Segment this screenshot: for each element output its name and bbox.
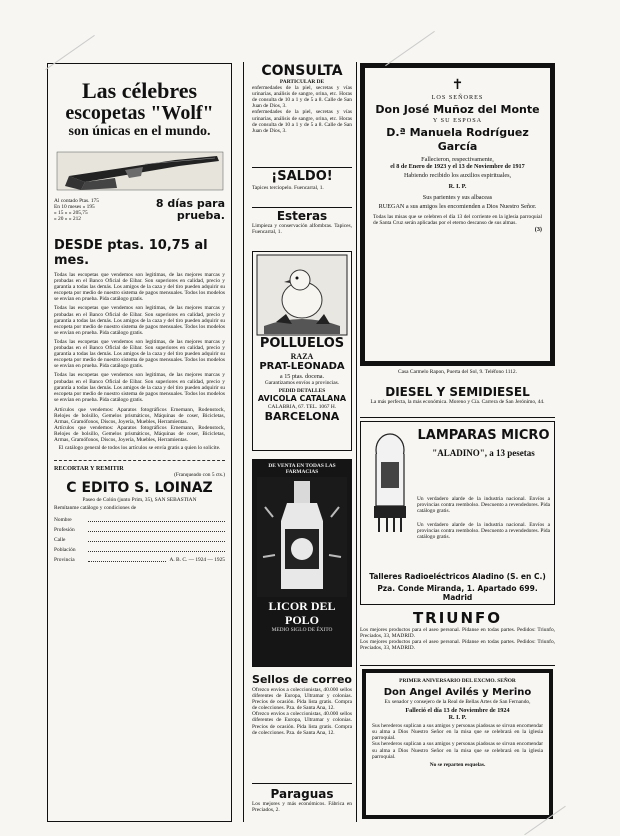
polluelos-guarantee: Garantizamos envíos a provincias. [264,380,340,386]
memorial-end-mark: (3) [534,226,542,234]
diesel-ad [360,385,555,418]
street-field[interactable] [88,534,225,542]
polluelos-ad [252,251,352,451]
paraguas-text: Los mejores y más económicos. Fábrica en Preciados, 2. [252,801,352,814]
cross-icon: ✝ [451,78,464,93]
price-line: » 15 » » 205,75 [54,210,88,217]
bottle-illustration [257,477,347,597]
saldo-ad [252,169,352,208]
triunfo-text: Los mejores productos para el aseo personal. Pídanse en todas partes. Pedidos: Triunfo, Preciados, 33, MADRID. [360,627,555,640]
catalog-note: El catálogo general de todos los artículos se envía gratis a quien lo solicite. [58,445,221,452]
sellos-text: Ofrezco envíos a coleccionistas, 40.000 sellos diferentes de Europa, Ultramar y colonias. Precios de ocasión. Pida lista gratis. Compra de colecciones. Pza. de Santa Ana, 12. [252,687,352,712]
consulta-title: CONSULTA [261,63,343,79]
form-label: Nombre [54,516,72,523]
diesel-text: La más perfecta, la más económica. Moreno y Cía. Carrera de San Jerónimo, 44. [370,399,545,405]
consulta-sub: PARTICULAR DE [279,79,325,85]
triunfo-text-cont: Los mejores productos para el aseo personal. Pídanse en todas partes. Pedidos: Triunfo, Preciados, 33, MADRID. [360,639,555,652]
sellos-text-cont: Ofrezco envíos a coleccionistas, 40.000 sellos diferentes de Europa, Ultramar y colonias. Precios de ocasión. Pida lista gratis. Compra de colecciones. Pza. de Santa Ana, 12. [252,711,352,736]
aniv-text: Ex senador y consejero de la Real de Bellas Artes de San Fernando, [384,699,531,706]
column-rule-right [356,62,357,822]
articles-list-cont: Artículos que vendemos: Aparatos fotográficos Ernemann, Rodenstock, Relojes de bolsillo, Gemelos prismáticos, Máquinas de coser, Bicicletas, Armas, Gramófonos, Discos, Joyería, Muebles, Herramientas. [54,425,225,444]
watermark-mark [385,31,435,66]
memorial-name-1: Don José Muñoz del Monte [375,103,540,116]
coupon-cut-line [54,460,225,461]
order-coupon[interactable] [54,465,225,563]
name-field[interactable] [88,514,225,522]
memorial-dates: el 8 de Enero de 1923 y el 13 de Noviembre de 1917 [390,163,525,170]
profession-field[interactable] [88,524,225,532]
licor-polo-ad [252,459,352,667]
coupon-form[interactable] [54,513,225,563]
form-label: Provincia [54,556,75,563]
aniv-heading: PRIMER ANIVERSARIO DEL EXCMO. SEÑOR [399,678,516,684]
lamparas-ad [360,421,555,605]
wolf-title-2: escopetas "Wolf" [65,102,214,124]
form-label: Profesión [54,526,75,533]
price-line: En 10 meses » 195 [54,204,95,211]
aniv-name: Don Angel Avilés y Merino [383,687,532,699]
column-rule-left [243,62,244,822]
memorial-heading: LOS SEÑORES [431,94,484,101]
sellos-title: Sellos de correo [252,673,352,686]
footer-code: A. B. C. — 1924 — 1925 [169,556,225,563]
company-address: Paseo de Colón (junto Prim, 35), SAN SEBASTIAN [82,496,197,503]
lamparas-text: Un verdadero alarde de la industria nacional. Envíos a provincias contra reembolso. Descuento a revendedores. Pida catálogo gratis. [417,496,550,515]
wolf-body-text-cont3: Todas las escopetas que vendemos son legitimas, de las mejores marcas y probadas en el Banco Oficial de Eibar. Son superiores en calidad, precio y garantía a todas las demás. Los amigos de la caza y del tiro pueden adquirir su escopeta por medio de nuestro sistema de pagos mensuales. Todos los modelos se envían en prueba. Pida catálogo gratis. [54,372,225,403]
aniv-footer: No se reparten esquelas. [429,761,486,768]
paraguas-title: Paraguas [270,787,334,801]
esteras-ad [252,209,352,249]
aniv-rip: R. I. P. [448,714,467,722]
licor-name: LICOR DEL POLO [268,599,336,628]
esquela-memorial [360,63,555,366]
polluelos-details: PEDID DETALLES [278,388,326,395]
price-line: Al contado Ptas. 175 [54,198,99,204]
form-label: Población [54,546,76,553]
province-field[interactable] [88,554,166,562]
aniv-body: Sus herederos suplican a sus amigos y personas piadosas se sirvan encomendar su alma a Dios Nuestro Señor en la misa que se celebrará en la iglesia parroquial. [372,723,543,742]
memorial-masses: Todas las misas que se celebren el día 13 del corriente en la iglesia parroquial de Santa Cruz serán aplicadas por el eterno descanso de sus almas. [373,214,542,227]
coupon-header: RECORTAR Y REMITIR [54,464,124,472]
price-line: » 20 » » 212 [54,216,81,223]
paraguas-ad [252,787,352,822]
wolf-body-text-cont2: Todas las escopetas que vendemos son legitimas, de las mejores marcas y probadas en el Banco Oficial de Eibar. Son superiores en calidad, precio y garantía a todas las demás. Los amigos de la caza y del tiro pueden adquirir su escopeta por medio de nuestro sistema de pagos mensuales. Todos los modelos se envían en prueba. Pida catálogo gratis. [54,338,225,370]
wolf-title-1: Las célebres [81,78,198,103]
avicola-city: BARCELONA [264,410,340,424]
talleres-name: Talleres Radioeléctricos Aladino (S. en C.) [369,572,546,581]
triunfo-title: TRIUNFO [412,609,503,627]
lamparas-brand: "ALADINO", a 13 pesetas [432,448,535,458]
lamparas-text-cont: Un verdadero alarde de la industria nacional. Envíos a provincias contra reembolso. Descuento a revendedores. Pida catálogo gratis. [417,522,550,541]
avicola-address: CALABRIA, 67. TEL. 1067 H. [267,404,337,411]
memorial-death-line: Fallecieron, respectivamente, [421,156,494,163]
memorial-connector: Y SU ESPOSA [432,117,483,124]
wolf-body-text-cont: Todas las escopetas que vendemos son legitimas, de las mejores marcas y probadas en el Banco Oficial de Eibar. Son superiores en calidad, precio y garantía a todas las demás. Los amigos de la caza y del tiro pueden adquirir su escopeta por medio de nuestro sistema de pagos mensuales. Todos los modelos se envían en prueba. Pida catálogo gratis. [54,305,225,336]
memorial-rip: R. I. P. [448,183,467,190]
consulta-text-cont: enfermedades de la piel, secretas y vías urinarias, análisis de sangre, orina, etc. Horas de consulta de 10 a 1 y de 5 a 8. Calle de San Juan de Dios, 3. [252,109,352,134]
lamparas-title: LAMPARAS MICRO [417,428,550,443]
aniversario-notice [362,669,553,819]
trial-days: 8 días para prueba. [155,197,225,222]
esteras-title: Esteras [276,209,328,223]
coupon-sub: (Franqueado con 5 cts.) [174,471,225,478]
wolf-body-text: Todas las escopetas que vendemos son legitimas, de las mejores marcas y probadas en el Banco Oficial de Eibar. Son superiores en calidad, precio y garantía a todas las demás. Los amigos de la caza y del tiro pueden adquirir su escopeta por medio de nuestro sistema de pagos mensuales. Todos los modelos se envían en prueba. Pida catálogo gratis. [54,272,225,303]
memorial-sacrament: Habiendo recibido los auxilios espirituales, [403,172,512,179]
memorial-footer: Casa Carmelo Rapon, Puerta del Sol, 9. Teléfono 1112. [398,369,517,375]
aniv-death: Falleció el día 13 de Noviembre de 1924 [405,707,510,715]
saldo-title: ¡SALDO! [271,169,333,184]
polluelos-title: POLLUELOS [259,336,345,351]
sellos-ad [252,673,352,784]
consulta-text: enfermedades de la piel, secretas y vías urinarias, análisis de sangre, orina, etc. Horas de consulta de 10 a 1 y de 5 a 8. Calle de San Juan de Dios, 3. [252,85,352,110]
memorial-name-2: D.ª Manuela Rodríguez García [386,126,529,153]
polluelos-breed: PRAT-LEONADA [259,361,345,372]
polluelos-raza: RAZA [290,352,314,361]
saldo-text: Tapices terciopelo. Fuencarral, 1. [252,185,324,191]
notices-column [360,63,555,822]
form-label: Calle [54,536,66,543]
articles-list: Artículos que vendemos: Aparatos fotográficos Ernemann, Rodenstock, Relojes de bolsillo, Gemelos prismáticos, Máquinas de coser, Bicicletas, Armas, Gramófonos, Discos, Joyería, Muebles, Herramientas. [54,406,225,426]
talleres-address: Pza. Conde Miranda, 1. Apartado 699. Madrid [377,584,538,602]
wolf-ad-column [47,63,232,822]
monthly-price: DESDE ptas. 10,75 al mes. [54,238,208,268]
coupon-text: Remítanme catálogo y condiciones de [54,504,137,511]
chick-illustration [256,254,348,336]
town-field[interactable] [88,544,225,552]
radio-tube-illustration [367,428,413,538]
company-name: C EDITO S. LOINAZ [66,479,213,496]
triunfo-ad [360,609,555,666]
memorial-ruegan: RUEGAN a sus amigos les encomienden a Dios Nuestro Señor. [378,203,537,210]
polluelos-price: a 15 ptas. docena. [279,373,325,380]
classifieds-column [252,63,352,822]
licor-text: MEDIO SIGLO DE ÉXITO [271,627,333,634]
diesel-title: DIESEL Y SEMIDIESEL [385,385,530,399]
consulta-ad [252,63,352,168]
shotgun-illustration [55,146,225,194]
aniv-body-cont: Sus herederos suplican a sus amigos y personas piadosas se sirvan encomendar su alma a Dios Nuestro Señor en la misa que se celebrará en la iglesia parroquial. [372,741,543,760]
memorial-family: Sus parientes y sus albaceas [422,194,493,201]
wolf-title-3: son únicas en el mundo. [68,124,211,139]
esteras-text: Limpieza y conservación alfombras. Tapices, Fuencarral, 1. [252,223,352,236]
avicola-catalana: AVICOLA CATALANA [257,394,347,404]
licor-top-text: DE VENTA EN TODAS LAS FARMACIAS [268,463,336,476]
price-list [54,198,136,222]
